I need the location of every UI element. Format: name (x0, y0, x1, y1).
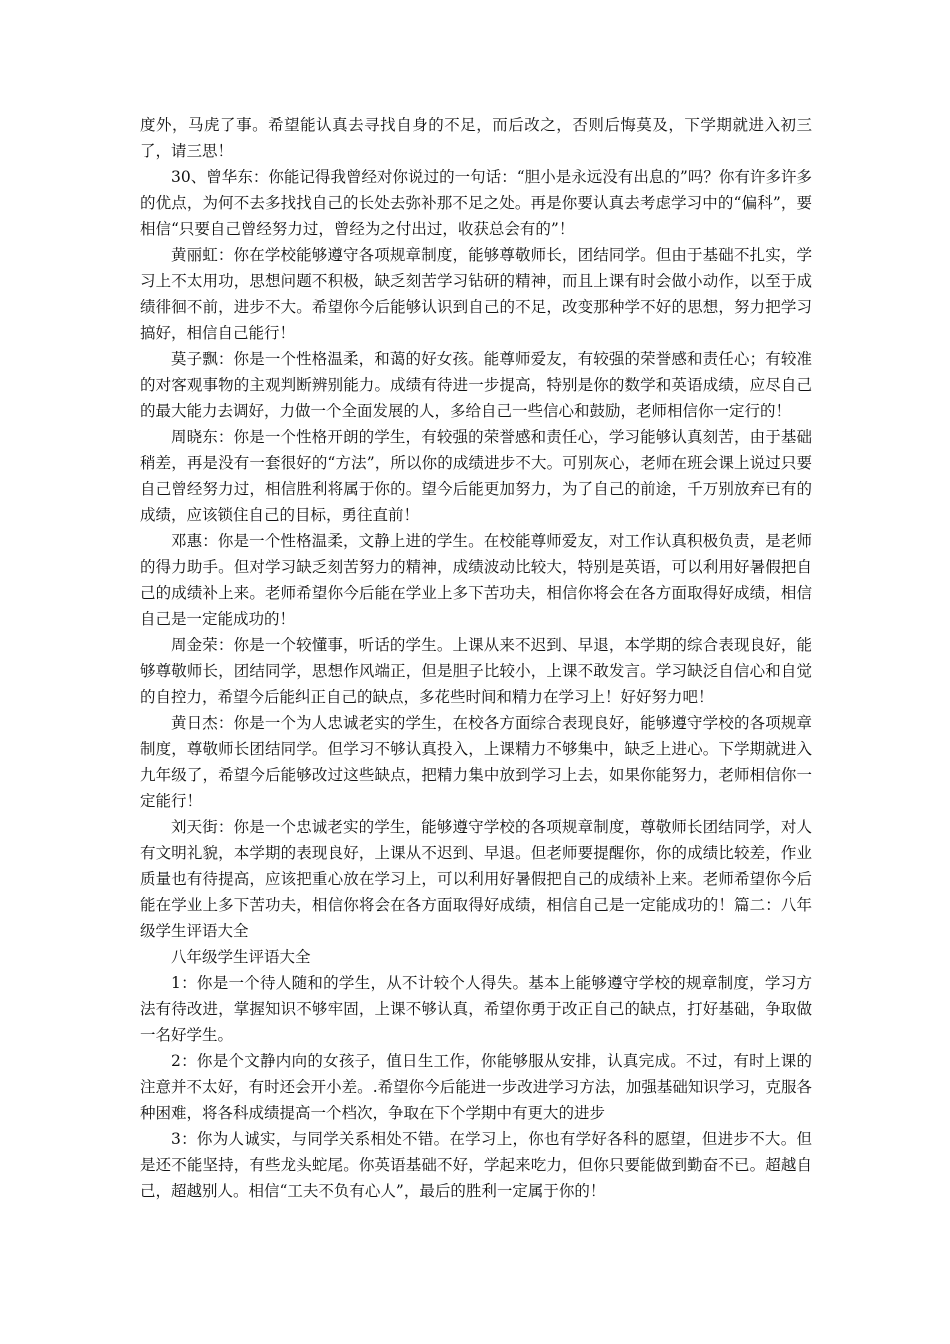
comment-paragraph-huang-lihong: 黄丽虹：你在学校能够遵守各项规章制度，能够尊敬师长，团结同学。但由于基础不扎实，学习上不太用功，思想问题不积极，缺乏刻苦学习钻研的精神，而且上课有时会做小动作，以至于成绩徘徊不前，进步不大。希望你今后能够认识到自己的不足，改变那种学不好的思想，努力把学习搞好，相信自己能行！ (140, 246, 812, 342)
comment-paragraph-3: 3：你为人诚实，与同学关系相处不错。在学习上，你也有学好各科的愿望，但进步不大。但是还不能坚持，有些龙头蛇尾。你英语基础不好，学起来吃力，但你只要能做到勤奋不已。超越自己，超越别人。相信“工夫不负有心人”，最后的胜利一定属于你的！ (140, 1130, 812, 1200)
comment-paragraph-mo-zipiao: 莫子飘：你是一个性格温柔，和蔼的好女孩。能尊师爱友，有较强的荣誉感和责任心；有较准的对客观事物的主观判断辨别能力。成绩有待进一步提高，特别是你的数学和英语成绩，应尽自己的最大能力去调好，力做一个全面发展的人，多给自己一些信心和鼓励，老师相信你一定行的！ (140, 350, 812, 420)
comment-paragraph-1: 1：你是一个待人随和的学生，从不计较个人得失。基本上能够遵守学校的规章制度，学习方法有待改进，掌握知识不够牢固，上课不够认真，希望你勇于改正自己的缺点，打好基础，争取做一名好学生。 (140, 974, 812, 1044)
comment-paragraph-zeng-huadong: 30、曾华东：你能记得我曾经对你说过的一句话：“胆小是永远没有出息的”吗？你有许多许多的优点，为何不去多找找自己的长处去弥补那不足之处。再是你要认真去考虑学习中的“偏科”，要相信“只要自己曾经努力过，曾经为之付出过，收获总会有的”！ (140, 168, 812, 238)
comment-paragraph-liu-tianjie: 刘天街：你是一个忠诚老实的学生，能够遵守学校的各项规章制度，尊敬师长团结同学，对人有文明礼貌，本学期的表现良好，上课从不迟到、早退。但老师要提醒你，你的成绩比较差，作业质量也有待提高，应该把重心放在学习上，可以利用好暑假把自己的成绩补上来。老师希望你今后能在学业上多下苦功夫，相信你将会在各方面取得好成绩，相信自己是一定能成功的！篇二：八年级学生评语大全 (140, 818, 812, 940)
section-heading: 八年级学生评语大全 (171, 948, 311, 966)
comment-paragraph-huang-rijie: 黄日杰：你是一个为人忠诚老实的学生，在校各方面综合表现良好，能够遵守学校的各项规章制度，尊敬师长团结同学。但学习不够认真投入，上课精力不够集中，缺乏上进心。下学期就进入九年级了，希望今后能够改过这些缺点，把精力集中放到学习上去，如果你能努力，老师相信你一定能行！ (140, 714, 812, 810)
comment-paragraph-zhou-jinrong: 周金荣：你是一个较懂事，听话的学生。上课从来不迟到、早退，本学期的综合表现良好，能够尊敬师长，团结同学，思想作风端正，但是胆子比较小，上课不敢发言。学习缺泛自信心和自觉的自控力，希望今后能纠正自己的缺点，多花些时间和精力在学习上！好好努力吧！ (140, 636, 812, 706)
document-body (140, 112, 812, 1204)
comment-paragraph-2: 2：你是个文静内向的女孩子，值日生工作，你能够服从安排，认真完成。不过，有时上课的注意并不太好，有时还会开小差。.希望你今后能进一步改进学习方法，加强基础知识学习，克服各种困难，将各科成绩提高一个档次，争取在下个学期中有更大的进步 (140, 1052, 812, 1122)
comment-paragraph-deng-hui: 邓惠：你是一个性格温柔，文静上进的学生。在校能尊师爱友，对工作认真积极负责，是老师的得力助手。但对学习缺乏刻苦努力的精神，成绩波动比较大，特别是英语，可以利用好暑假把自己的成绩补上来。老师希望你今后能在学业上多下苦功夫，相信你将会在各方面取得好成绩，相信自己是一定能成功的！ (140, 532, 812, 628)
paragraph-continuation: 度外，马虎了事。希望能认真去寻找自身的不足，而后改之，否则后悔莫及，下学期就进入初三了，请三思！ (140, 116, 812, 160)
comment-paragraph-zhou-xiaodong: 周晓东：你是一个性格开朗的学生，有较强的荣誉感和责任心，学习能够认真刻苦，由于基础稍差，再是没有一套很好的“方法”，所以你的成绩进步不大。可别灰心，老师在班会课上说过只要自己曾经努力过，相信胜利将属于你的。望今后能更加努力，为了自己的前途，千万别放弃已有的成绩，应该锁住自己的目标，勇往直前！ (140, 428, 812, 524)
